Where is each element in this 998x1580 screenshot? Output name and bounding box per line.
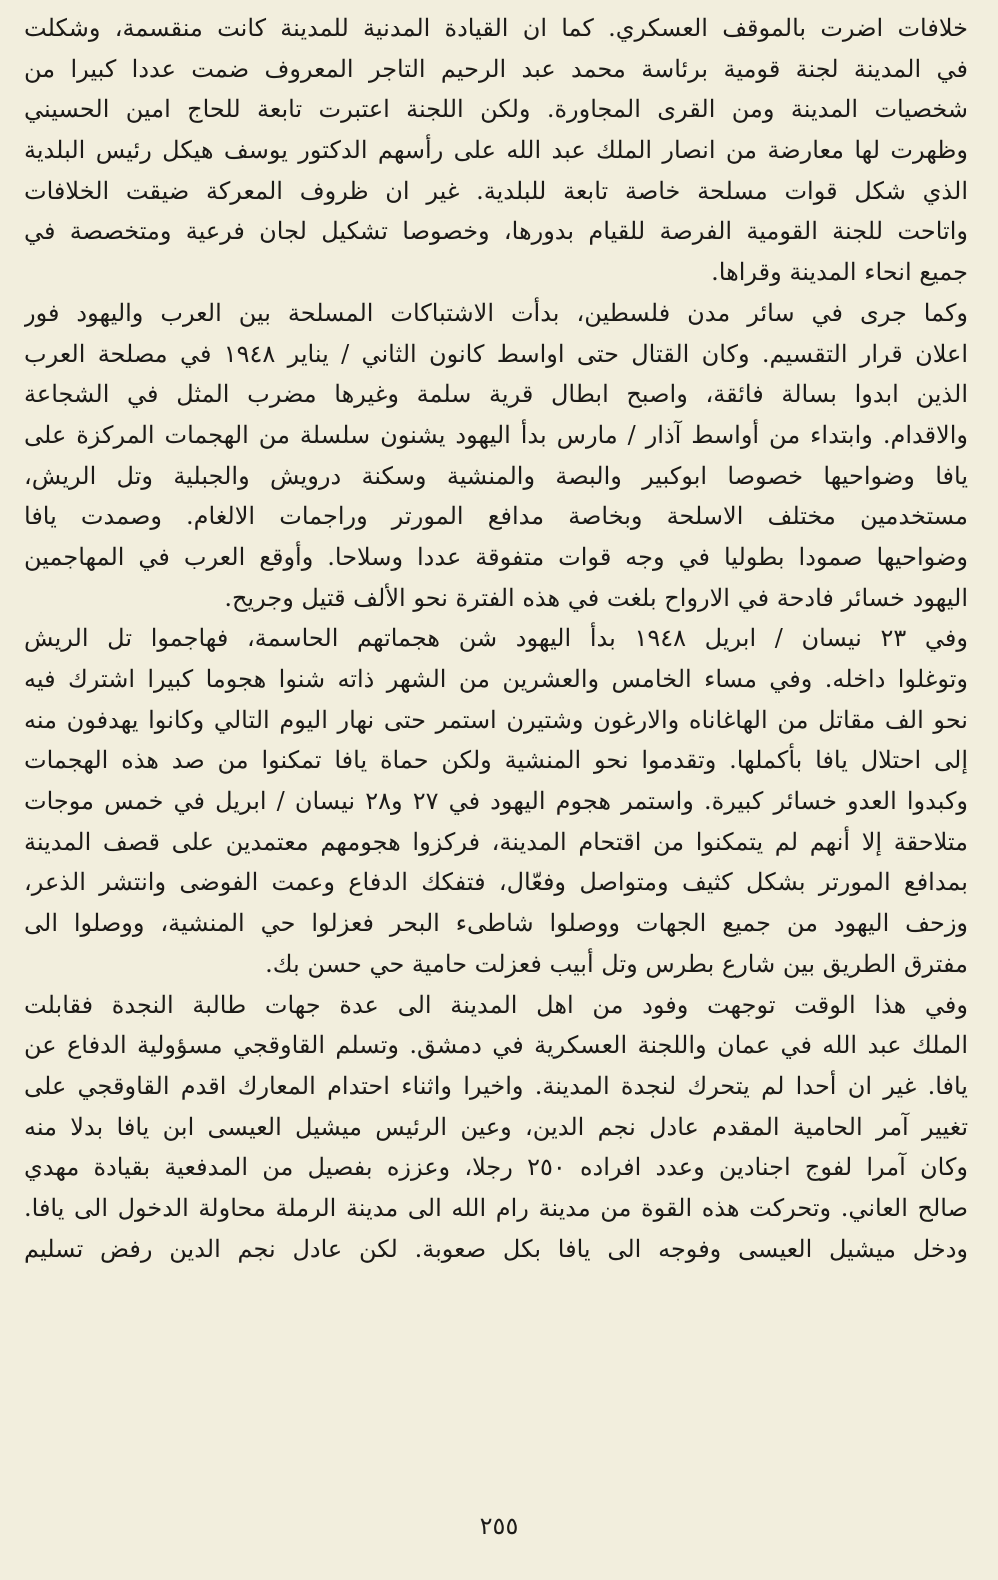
text-line: الذي شكل قوات مسلحة خاصة تابعة للبلدية. غير ان ظروف المعركة ضيقت الخلافات [24,176,968,205]
text-line: وزحف اليهود من جميع الجهات ووصلوا شاطىء البحر فعزلوا حي المنشية، ووصلوا الى [24,909,968,938]
text-line: وظهرت لها معارضة من انصار الملك عبد الله على رأسهم الدكتور يوسف هيكل رئيس البلدية [24,136,968,165]
text-line: وفي ٢٣ نيسان / ابريل ١٩٤٨ بدأ اليهود شن هجماتهم الحاسمة، فهاجموا تل الريش [24,624,968,653]
text-line: يافا وضواحيها خصوصا ابوكبير والبصة والمنشية وسكنة درويش والجبلية وتل الريش، [24,461,968,490]
text-line: الذين ابدوا بسالة فائقة، واصبح ابطال قرية سلمة وغيرها مضرب المثل في الشجاعة [24,380,968,409]
text-line: ودخل ميشيل العيسى وفوجه الى يافا بكل صعوبة. لكن عادل نجم الدين رفض تسليم [24,1234,968,1263]
page-number: ٢٥٥ [479,1512,519,1540]
text-line: اعلان قرار التقسيم. وكان القتال حتى اواسط كانون الثاني / يناير ١٩٤٨ في مصلحة العرب [24,339,968,368]
text-line: وكبدوا العدو خسائر كبيرة. واستمر هجوم اليهود في ٢٧ و٢٨ نيسان / ابريل في خمس موجات [24,787,968,816]
text-line: في المدينة لجنة قومية برئاسة محمد عبد الرحيم التاجر المعروف ضمت عددا كبيرا من [24,54,968,83]
text-line: خلافات اضرت بالموقف العسكري. كما ان القيادة المدنية للمدينة كانت منقسمة، وشكلت [24,14,968,42]
text-line: جميع انحاء المدينة وقراها. [711,258,968,287]
text-line: نحو الف مقاتل من الهاغاناه والارغون وشتيرن استمر حتى نهار اليوم التالي وكانوا يهدفون منه [24,705,968,734]
text-line: اليهود خسائر فادحة في الارواح بلغت في هذه الفترة نحو الألف قتيل وجريح. [224,583,968,612]
text-line: بمدافع المورتر بشكل كثيف ومتواصل وفعّال، فتفكك الدفاع وعمت الفوضى وانتشر الذعر، [24,868,968,897]
text-line: وفي هذا الوقت توجهت وفود من اهل المدينة الى عدة جهات طالبة النجدة فقابلت [24,990,968,1019]
text-line: وكما جرى في سائر مدن فلسطين، بدأت الاشتباكات المسلحة بين العرب واليهود فور [24,298,968,327]
text-line: مستخدمين مختلف الاسلحة وبخاصة مدافع المورتر وراجمات الالغام. وصمدت يافا [24,502,968,531]
text-line: متلاحقة إلا أنهم لم يتمكنوا من اقتحام المدينة، فركزوا هجومهم معتمدين على قصف المدينة [24,827,968,856]
text-line: مفترق الطريق بين شارع بطرس وتل أبيب فعزلت حامية حي حسن بك. [265,949,968,978]
text-line: تغيير آمر الحامية المقدم عادل نجم الدين، وعين الرئيس ميشيل العيسى ابن يافا بدلا منه [24,1112,968,1141]
text-line: واتاحت للجنة القومية الفرصة للقيام بدورها، وخصوصا تشكيل لجان فرعية ومتخصصة في [24,217,968,246]
text-line: صالح العاني. وتحركت هذه القوة من مدينة رام الله الى مدينة الرملة محاولة الدخول الى يافا. [24,1193,968,1222]
text-line: شخصيات المدينة ومن القرى المجاورة. ولكن اللجنة اعتبرت تابعة للحاج امين الحسيني [24,95,968,124]
text-line: وضواحيها صمودا بطوليا في وجه قوات متفوقة عددا وسلاحا. وأوقع العرب في المهاجمين [24,542,968,571]
text-line: والاقدام. وابتداء من أواسط آذار / مارس بدأ اليهود يشنون سلسلة من الهجمات المركزة على [24,420,968,449]
text-line: إلى احتلال يافا بأكملها. وتقدموا نحو المنشية ولكن حماة يافا تمكنوا من صد هذه الهجمات [24,746,968,775]
text-line: وكان آمرا لفوج اجنادين وعدد افراده ٢٥٠ رجلا، وعززه بفصيل من المدفعية بقيادة مهدي [24,1153,968,1182]
text-line: الملك عبد الله في عمان واللجنة العسكرية في دمشق. وتسلم القاوقجي مسؤولية الدفاع عن [24,1031,968,1060]
text-line: يافا. غير ان أحدا لم يتحرك لنجدة المدينة. واخيرا واثناء احتدام المعارك اقدم القاوقجي على [24,1071,968,1100]
text-line: وتوغلوا داخله. وفي مساء الخامس والعشرين من الشهر ذاته شنوا هجوما كبيرا اشترك فيه [24,665,968,693]
page-body-text [24,8,968,1269]
